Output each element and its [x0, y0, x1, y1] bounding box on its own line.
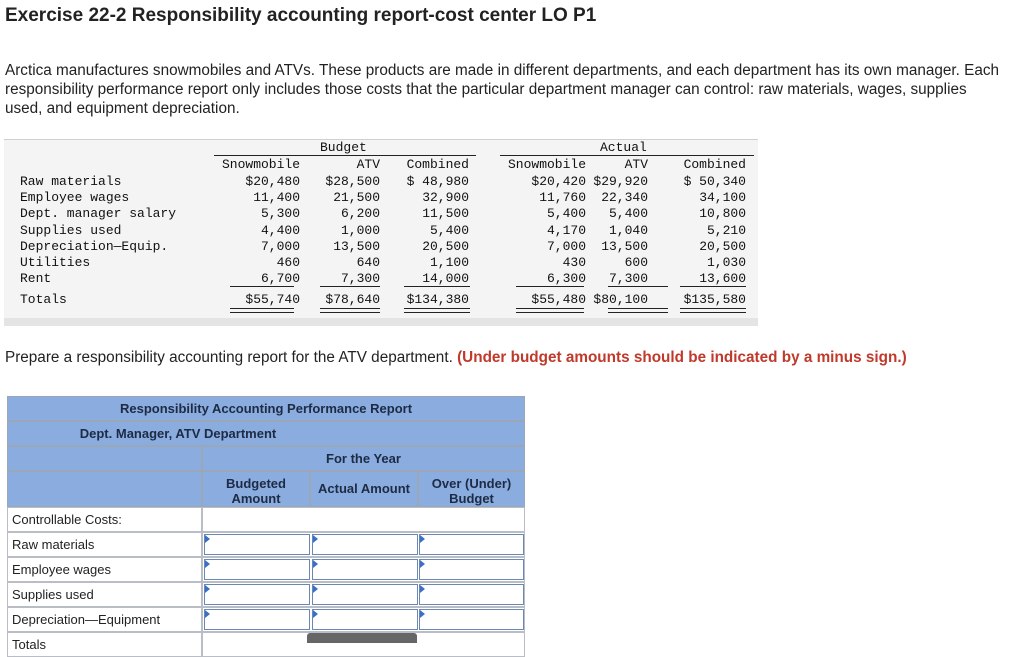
data-cell: 5,400 — [546, 206, 586, 222]
data-cell: 4,170 — [546, 222, 586, 238]
data-cell: 430 — [562, 255, 586, 270]
data-cell: 1,030 — [706, 255, 746, 270]
data-cell: $20,480 — [245, 174, 300, 189]
subtotal-rule — [680, 286, 746, 287]
total-double-rule — [680, 308, 746, 313]
budgeted-amount-input[interactable] — [204, 609, 310, 630]
actual-amount-input[interactable] — [312, 534, 418, 555]
col-over-under-header: Over (Under) Budget — [418, 471, 525, 507]
budgeted-amount-input[interactable] — [204, 559, 310, 580]
col-header: ATV — [356, 157, 380, 172]
data-cell: 5,300 — [260, 206, 300, 222]
over-under-input[interactable] — [419, 609, 524, 630]
data-cell: 6,300 — [546, 271, 586, 287]
data-row-label: Dept. manager salary — [20, 206, 177, 222]
data-cell: 5,400 — [429, 222, 469, 238]
subtotal-rule — [404, 286, 470, 287]
data-cell: 13,600 — [699, 271, 746, 287]
budgeted-amount-input[interactable] — [204, 584, 310, 605]
actual-group-label: Actual — [600, 140, 647, 155]
data-cell: $28,500 — [325, 174, 380, 189]
data-row-label: Supplies used — [20, 222, 122, 238]
data-cell: 1,040 — [608, 222, 648, 238]
subtotal-rule — [320, 286, 380, 287]
col-header: ATV — [624, 157, 648, 172]
data-cell: 13,500 — [333, 238, 380, 254]
data-cell: 6,700 — [260, 271, 300, 287]
data-row-label: Raw materials — [20, 174, 122, 189]
data-cell: 6,200 — [340, 206, 380, 222]
report-subtitle: Dept. Manager, ATV Department — [7, 421, 525, 446]
over-under-input[interactable] — [419, 559, 524, 580]
over-under-input[interactable] — [419, 534, 524, 555]
data-row-label: Totals — [20, 292, 67, 308]
total-double-rule — [404, 308, 470, 313]
data-cell: 21,500 — [333, 190, 380, 206]
data-cell: 13,500 — [601, 238, 648, 254]
data-cell: 7,300 — [608, 271, 648, 287]
actual-amount-input[interactable] — [312, 559, 418, 580]
total-double-rule — [320, 308, 380, 313]
data-cell: $29,920 — [593, 174, 648, 189]
data-cell: $80,100 — [593, 292, 648, 308]
data-cell: 11,500 — [422, 206, 469, 222]
data-cell: $55,740 — [245, 292, 300, 308]
data-cell: 640 — [356, 255, 380, 270]
instruction-main: Prepare a responsibility accounting report for the ATV department. — [5, 349, 458, 366]
data-cell: 1,100 — [429, 255, 469, 270]
data-cell: 600 — [624, 255, 648, 270]
data-cell: 7,000 — [546, 238, 586, 254]
data-row-label: Utilities — [20, 255, 91, 270]
totals-actual-field[interactable] — [307, 633, 417, 643]
data-row-label: Employee wages — [20, 190, 130, 206]
header-blank — [7, 471, 202, 507]
over-under-input[interactable] — [419, 584, 524, 605]
data-cell: 1,000 — [340, 222, 380, 238]
actual-amount-input[interactable] — [312, 609, 418, 630]
col-actual-header: Actual Amount — [310, 471, 418, 507]
exercise-title: Exercise 22-2 Responsibility accounting report-cost center LO P1 — [5, 5, 597, 26]
data-row-label: Rent — [20, 271, 52, 287]
col-header: Snowmobile — [221, 157, 300, 172]
budget-actual-table — [4, 139, 758, 326]
data-cell: 10,800 — [699, 206, 746, 222]
report-period: For the Year — [202, 446, 525, 471]
data-cell: $ 48,980 — [406, 174, 469, 189]
data-cell: $20,420 — [531, 174, 586, 189]
subtotal-rule — [516, 286, 584, 287]
col-budgeted-header: Budgeted Amount — [202, 471, 310, 507]
performance-report-table — [7, 396, 525, 651]
data-cell: $134,380 — [406, 292, 469, 308]
col-header: Combined — [406, 157, 469, 172]
data-cell: $ 50,340 — [683, 174, 746, 189]
data-cell: 7,000 — [260, 238, 300, 254]
data-cell: 14,000 — [422, 271, 469, 287]
data-cell: 11,760 — [539, 190, 586, 206]
data-cell: 32,900 — [422, 190, 469, 206]
col-header: Snowmobile — [507, 157, 586, 172]
report-row-label: Depreciation—Equipment — [7, 607, 202, 632]
instruction-highlight: (Under budget amounts should be indicated by a minus sign.) — [457, 349, 907, 366]
instruction-text — [5, 349, 907, 367]
budget-group-label: Budget — [320, 140, 367, 155]
report-row-label: Raw materials — [7, 532, 202, 557]
actual-amount-input[interactable] — [312, 584, 418, 605]
data-cell: 4,400 — [260, 222, 300, 238]
data-cell: 22,340 — [601, 190, 648, 206]
data-cell: 460 — [276, 255, 300, 270]
subtotal-rule — [608, 286, 668, 287]
report-row-label: Totals — [7, 632, 202, 657]
data-cell: 34,100 — [699, 190, 746, 206]
report-row-label: Supplies used — [7, 582, 202, 607]
data-cell: 20,500 — [422, 238, 469, 254]
data-cell: $135,580 — [683, 292, 746, 308]
section-label: Controllable Costs: — [7, 507, 202, 532]
data-cell: 11,400 — [253, 190, 300, 206]
report-row-label: Employee wages — [7, 557, 202, 582]
data-cell: 5,210 — [706, 222, 746, 238]
data-row-label: Depreciation—Equip. — [20, 238, 169, 254]
report-title: Responsibility Accounting Performance Report — [7, 396, 525, 421]
section-spacer — [202, 507, 525, 532]
data-cell: 20,500 — [699, 238, 746, 254]
col-header: Combined — [683, 157, 746, 172]
data-cell: 5,400 — [608, 206, 648, 222]
data-cell: $78,640 — [325, 292, 380, 308]
total-double-rule — [230, 308, 294, 313]
intro-paragraph: Arctica manufactures snowmobiles and ATVs. These products are made in different departments, and each department has its own manager. Each responsibility performance report only includes those costs that the particular department manager can control: raw materials, wages, supplies used, and equipment depreciation. — [5, 62, 999, 117]
budgeted-amount-input[interactable] — [204, 534, 310, 555]
total-double-rule — [608, 308, 668, 313]
subtotal-rule — [230, 286, 294, 287]
data-cell: $55,480 — [531, 292, 586, 308]
data-cell: 7,300 — [340, 271, 380, 287]
total-double-rule — [516, 308, 584, 313]
report-period-cell-left — [7, 446, 202, 471]
